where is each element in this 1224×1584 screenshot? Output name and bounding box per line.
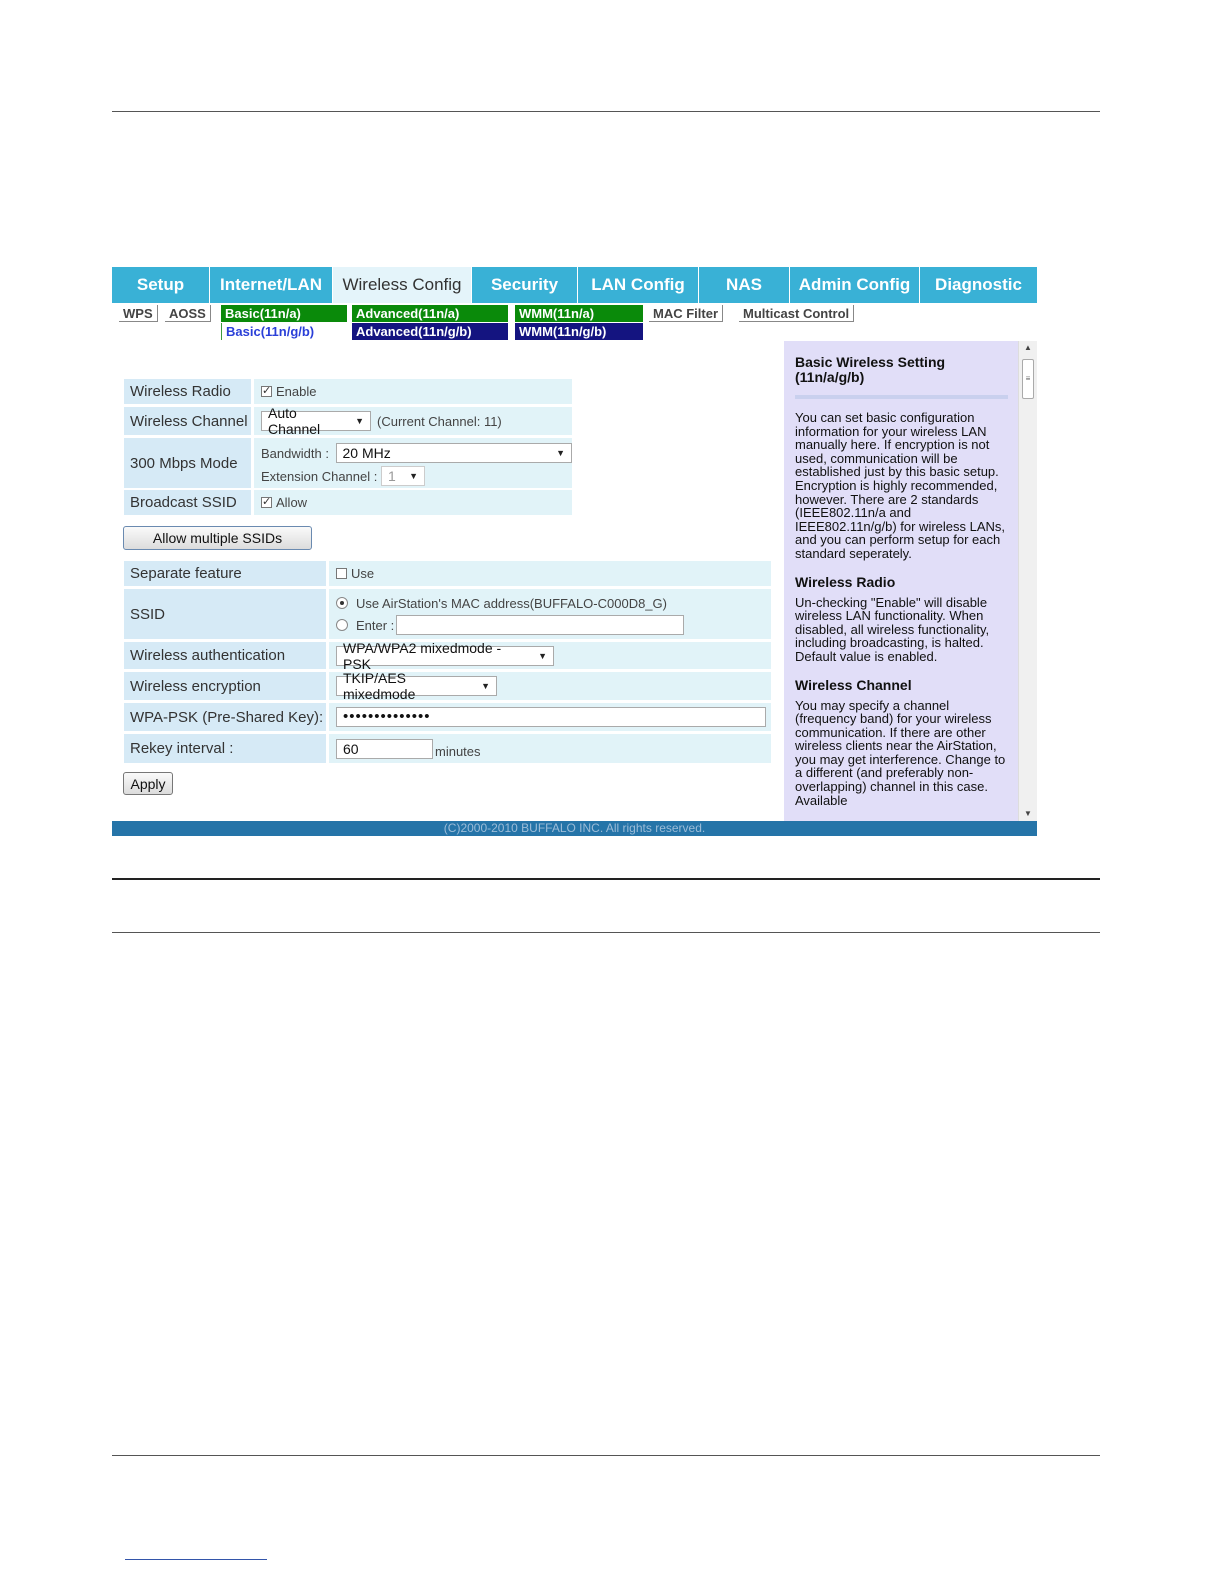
enable-checkbox-label: Enable — [276, 384, 317, 399]
row-wireless-encryption — [124, 672, 771, 700]
separate-feature-label: Separate feature — [124, 561, 326, 586]
allow-checkbox[interactable] — [261, 497, 272, 508]
wireless-authentication-label: Wireless authentication — [124, 642, 326, 669]
extension-channel-label: Extension Channel : — [261, 468, 378, 484]
psk-input[interactable]: •••••••••••••• — [336, 707, 766, 727]
rekey-interval-label: Rekey interval : — [124, 734, 326, 763]
wpa-psk-label: WPA-PSK (Pre-Shared Key): — [124, 703, 326, 731]
extension-channel-select[interactable]: 1 ▼ — [381, 466, 425, 486]
allow-multiple-ssids-button[interactable]: Allow multiple SSIDs — [123, 526, 312, 550]
row-wpa-psk — [124, 703, 771, 731]
authentication-select[interactable]: WPA/WPA2 mixedmode - PSK ▼ — [336, 646, 554, 666]
encryption-select[interactable]: TKIP/AES mixedmode ▼ — [336, 676, 497, 696]
bandwidth-select[interactable]: 20 MHz ▼ — [336, 443, 573, 463]
ssid-mac-option-label: Use AirStation's MAC address(BUFFALO-C000D8_G) — [356, 595, 667, 611]
broadcast-ssid-label: Broadcast SSID — [124, 490, 251, 515]
sub-nav — [112, 303, 1037, 341]
main-nav — [112, 267, 1037, 303]
help-divider — [795, 395, 1008, 399]
header-rule — [112, 111, 1100, 112]
tab-wireless-config[interactable]: Wireless Config — [333, 267, 472, 303]
chevron-down-icon: ▼ — [355, 416, 364, 426]
bandwidth-label: Bandwidth : — [261, 445, 329, 461]
settings-form — [112, 341, 784, 821]
row-rekey-interval — [124, 734, 771, 763]
current-channel-text: (Current Channel: 11) — [377, 413, 502, 429]
row-ssid — [124, 589, 771, 639]
tab-lan-config[interactable]: LAN Config — [578, 267, 699, 303]
scroll-up-icon[interactable]: ▲ — [1024, 343, 1032, 352]
tab-internet-lan[interactable]: Internet/LAN — [210, 267, 333, 303]
subtab-mac-filter[interactable]: MAC Filter — [649, 305, 723, 322]
subtab-advanced-11ngb[interactable]: Advanced(11n/g/b) — [352, 323, 508, 340]
router-screenshot — [112, 267, 1037, 836]
help-panel — [784, 341, 1018, 821]
wireless-radio-label: Wireless Radio — [124, 379, 251, 404]
row-separate-feature — [124, 561, 771, 586]
chevron-down-icon: ▼ — [538, 650, 547, 661]
ssid-enter-radio[interactable] — [336, 619, 348, 631]
subtab-advanced-11na[interactable]: Advanced(11n/a) — [352, 305, 508, 322]
footer-rule — [112, 1455, 1100, 1456]
help-radio-title: Wireless Radio — [795, 573, 896, 590]
help-title: Basic Wireless Setting (11n/a/g/b) — [795, 354, 946, 385]
ssid-input[interactable] — [396, 615, 684, 635]
scroll-down-icon[interactable]: ▼ — [1024, 809, 1032, 818]
ssid-enter-option-label: Enter : — [356, 617, 395, 633]
chevron-down-icon: ▼ — [481, 681, 490, 691]
wireless-channel-label: Wireless Channel — [124, 407, 251, 435]
subtab-multicast-control[interactable]: Multicast Control — [739, 305, 854, 322]
use-checkbox-label: Use — [351, 566, 375, 581]
subtab-wps[interactable]: WPS — [119, 305, 158, 322]
row-wireless-radio — [124, 379, 572, 404]
help-intro: You can set basic configuration information for your wireless LAN manually here. If encryption is not used, communication will be established just by this basic setup. Encryption is highly recommended, however. There are 2 standards (IEEE802.11n/a and IEEE802.11n/g/b) for wireless LANs, and you can perform setup for each standard seperately. — [795, 410, 1006, 561]
subtab-basic-11ngb[interactable]: Basic(11n/g/b) — [221, 323, 347, 340]
subtab-wmm-11ngb[interactable]: WMM(11n/g/b) — [515, 323, 643, 340]
tab-security[interactable]: Security — [472, 267, 578, 303]
use-checkbox[interactable] — [336, 568, 347, 579]
tab-setup[interactable]: Setup — [112, 267, 210, 303]
tab-diagnostic[interactable]: Diagnostic — [935, 275, 1022, 294]
enable-checkbox[interactable] — [261, 386, 272, 397]
subtab-aoss[interactable]: AOSS — [165, 305, 211, 322]
allow-checkbox-label: Allow — [276, 495, 308, 510]
help-channel-title: Wireless Channel — [795, 676, 912, 693]
ssid-mac-radio[interactable] — [336, 597, 348, 609]
help-channel-text: You may specify a channel (frequency band) for your wireless communication. If there are other wireless clients near the AirStation, you may get interference. Change to a different (and preferably non-overlapping) channel in this case. Available — [795, 697, 1006, 808]
scroll-thumb[interactable]: ≡ — [1022, 359, 1034, 399]
channel-select[interactable]: Auto Channel ▼ — [261, 411, 371, 431]
mode-label: 300 Mbps Mode — [124, 438, 251, 488]
tab-admin-config[interactable]: Admin Config — [790, 267, 920, 303]
rekey-unit: minutes — [435, 744, 481, 759]
apply-button[interactable]: Apply — [123, 772, 173, 795]
help-radio-text: Un-checking "Enable" will disable wireless LAN functionality. When disabled, all wireless functionality, including broadcasting, is halted. Default value is enabled. — [795, 594, 990, 664]
section-rule-top — [112, 878, 1100, 880]
subtab-basic-11na[interactable]: Basic(11n/a) — [221, 305, 347, 322]
ssid-label: SSID — [124, 589, 326, 639]
chevron-down-icon: ▼ — [556, 448, 565, 458]
rekey-input[interactable]: 60 — [336, 739, 433, 759]
wireless-encryption-label: Wireless encryption — [124, 672, 326, 700]
tab-nas[interactable]: NAS — [699, 267, 790, 303]
footnote-rule — [125, 1559, 267, 1560]
help-scrollbar[interactable] — [1018, 341, 1037, 821]
row-broadcast-ssid — [124, 490, 572, 515]
copyright-footer: (C)2000-2010 BUFFALO INC. All rights reserved. — [112, 821, 1037, 836]
row-300mbps-mode — [124, 438, 572, 488]
section-rule-bottom — [112, 932, 1100, 933]
row-wireless-channel — [124, 407, 572, 435]
row-wireless-authentication — [124, 639, 771, 672]
chevron-down-icon: ▼ — [409, 471, 418, 481]
subtab-wmm-11na[interactable]: WMM(11n/a) — [515, 305, 643, 322]
